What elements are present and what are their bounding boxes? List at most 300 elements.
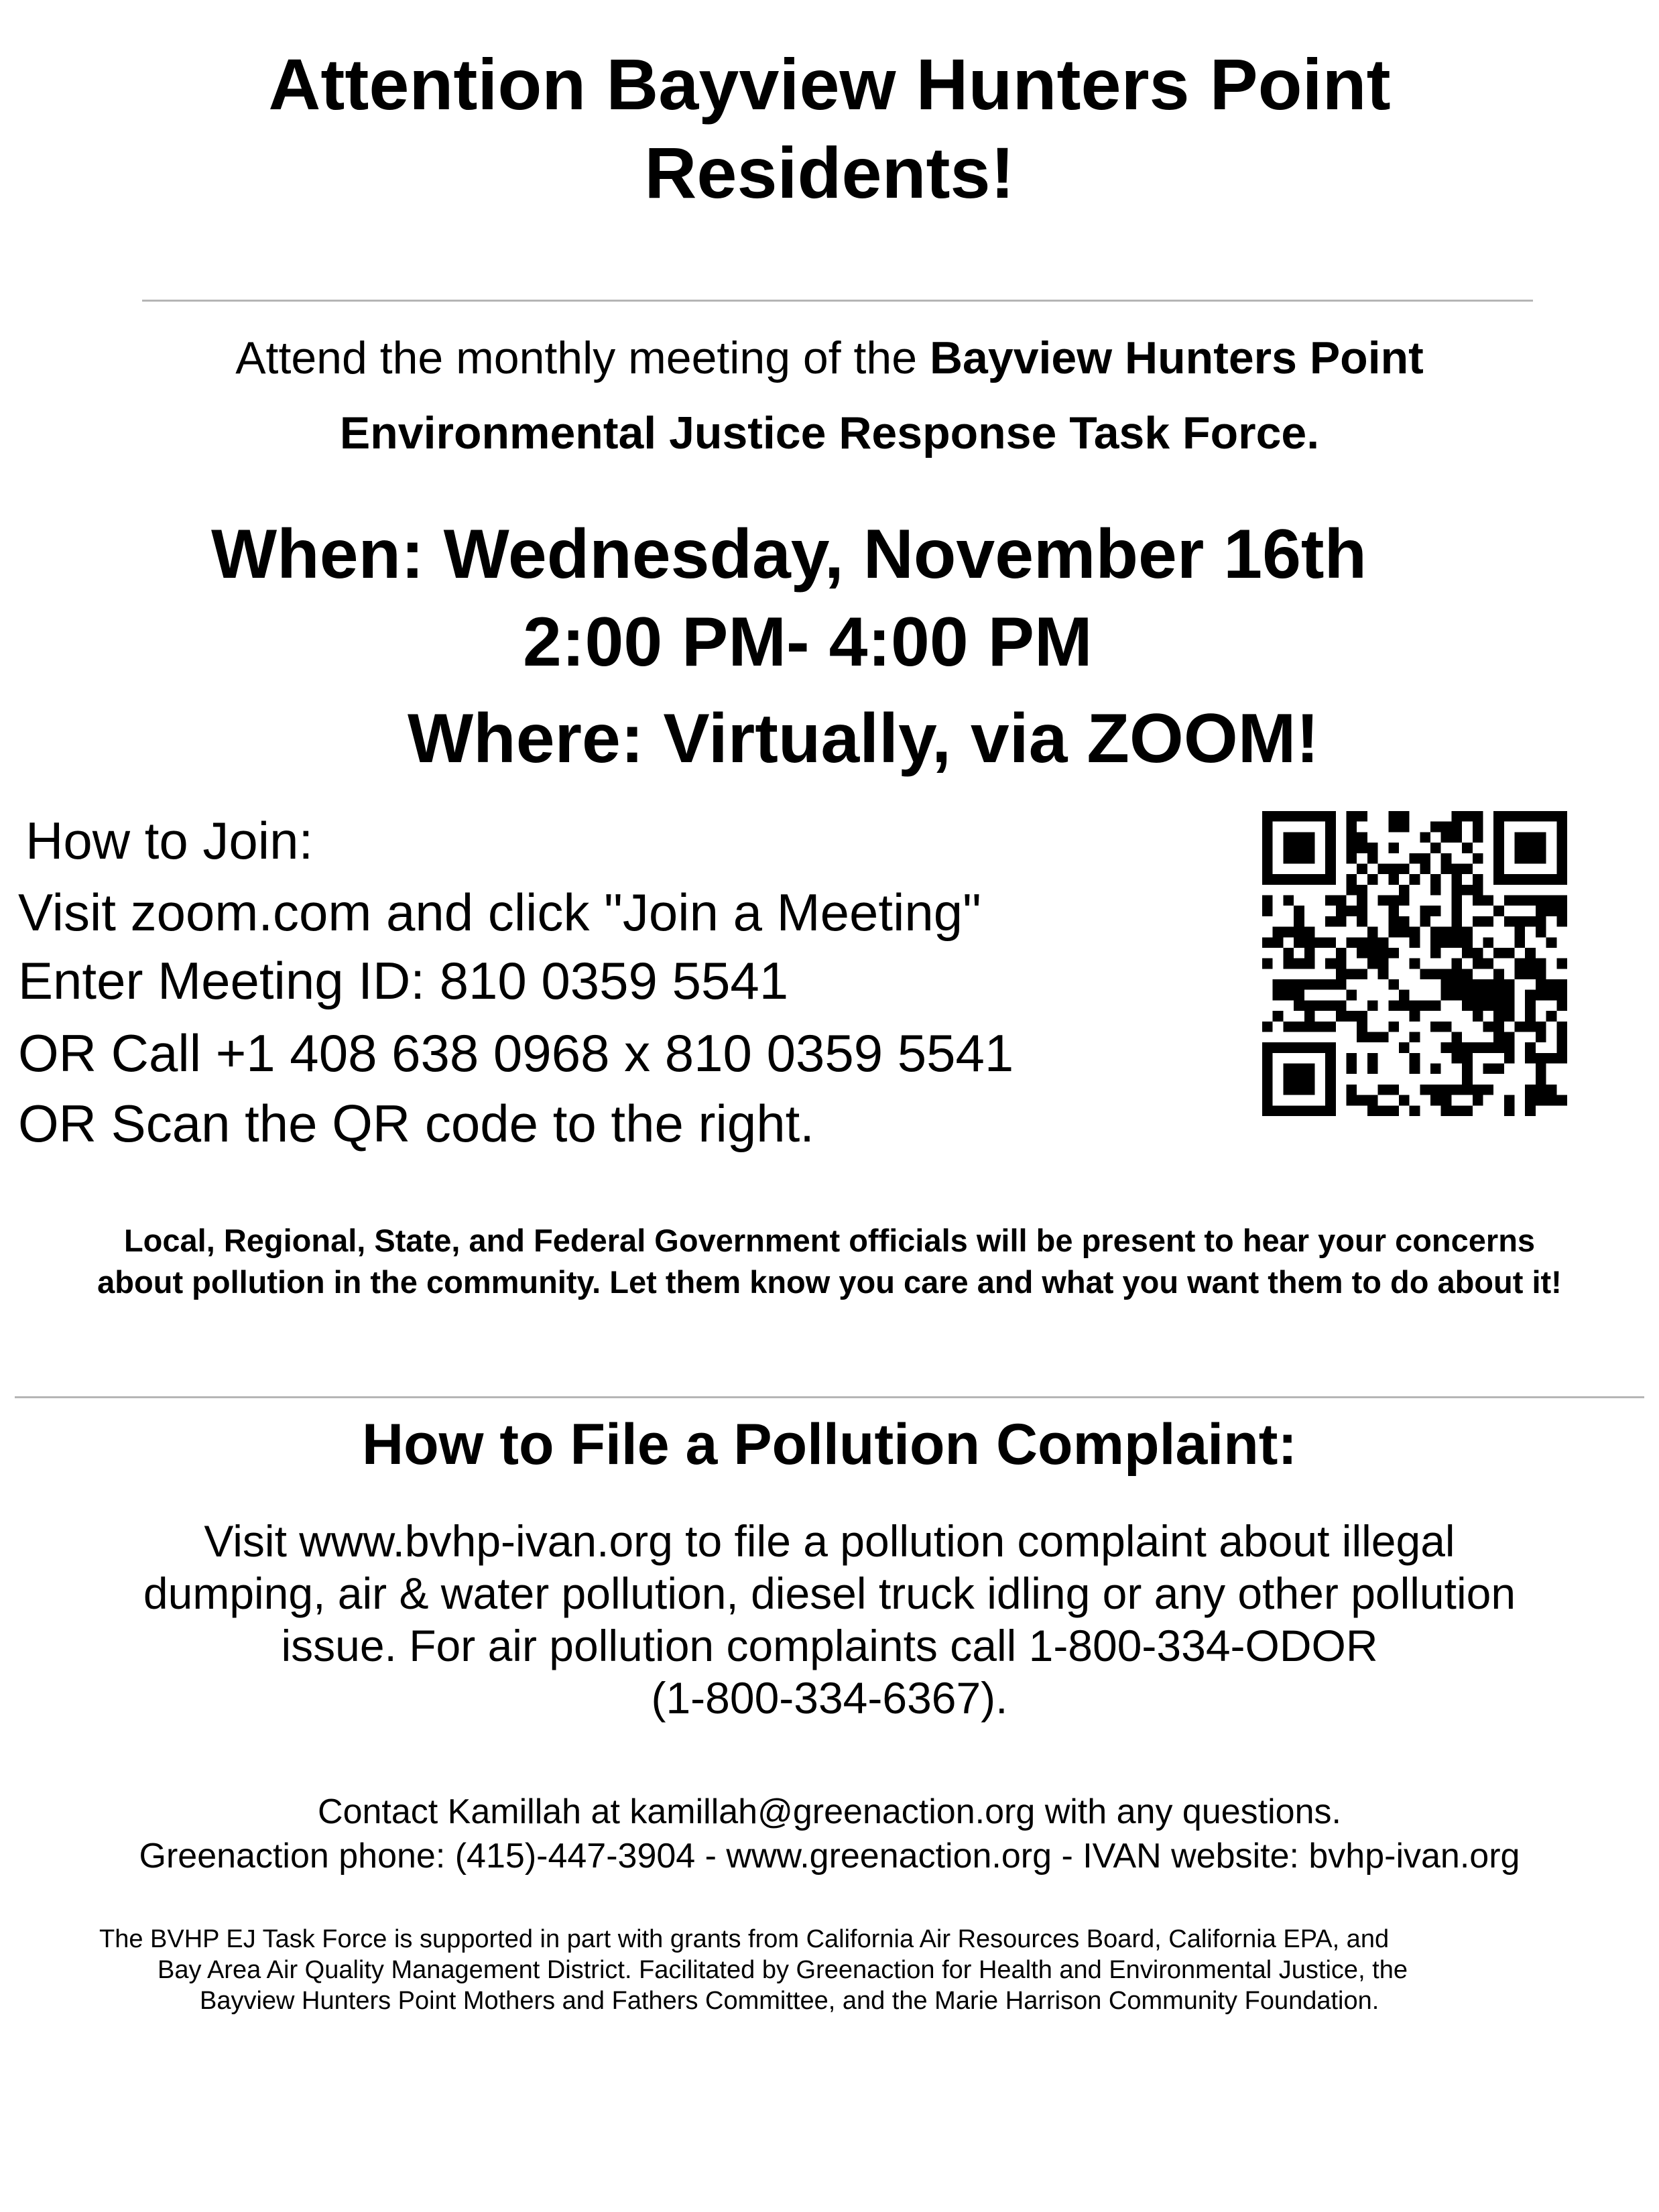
qr-module — [1483, 1022, 1493, 1032]
qr-module — [1504, 1053, 1515, 1064]
qr-module — [1525, 1042, 1536, 1053]
qr-module — [1304, 1042, 1315, 1053]
qr-module — [1357, 937, 1367, 948]
qr-module — [1451, 863, 1462, 874]
qr-module — [1283, 1105, 1294, 1116]
qr-module — [1536, 969, 1546, 979]
qr-module — [1283, 832, 1294, 843]
qr-module — [1325, 843, 1336, 853]
qr-module — [1525, 1000, 1536, 1011]
qr-module — [1451, 990, 1462, 1001]
qr-module — [1378, 863, 1389, 874]
qr-module — [1262, 1053, 1273, 1064]
qr-module — [1336, 969, 1347, 979]
qr-module — [1399, 1042, 1410, 1053]
qr-module — [1536, 1074, 1546, 1085]
qr-module — [1388, 896, 1399, 906]
qr-module — [1556, 896, 1567, 906]
qr-module — [1483, 937, 1493, 948]
qr-module — [1304, 874, 1315, 885]
qr-module — [1515, 832, 1526, 843]
qr-module — [1262, 832, 1273, 843]
qr-module — [1294, 1042, 1304, 1053]
qr-module — [1294, 979, 1304, 990]
contact-line-1: Contact Kamillah at kamillah@greenaction.org with any questions. — [318, 1792, 1341, 1831]
qr-module — [1357, 916, 1367, 927]
qr-module — [1451, 822, 1462, 833]
qr-module — [1262, 1085, 1273, 1095]
qr-module — [1546, 906, 1557, 916]
qr-module — [1473, 1000, 1483, 1011]
qr-module — [1262, 811, 1273, 822]
qr-module — [1273, 927, 1284, 938]
qr-module — [1536, 979, 1546, 990]
qr-module — [1399, 916, 1410, 927]
qr-module — [1336, 896, 1347, 906]
qr-module — [1515, 927, 1526, 938]
qr-module — [1451, 811, 1462, 822]
qr-module — [1357, 1011, 1367, 1022]
qr-module — [1262, 937, 1273, 948]
qr-module — [1546, 1085, 1557, 1095]
qr-module — [1399, 1000, 1410, 1011]
qr-module — [1347, 832, 1357, 843]
qr-module — [1556, 843, 1567, 853]
qr-module — [1262, 896, 1273, 906]
qr-module — [1410, 853, 1420, 864]
qr-module — [1325, 853, 1336, 864]
qr-module — [1515, 874, 1526, 885]
qr-module — [1283, 1022, 1294, 1032]
qr-module — [1314, 1000, 1325, 1011]
qr-module — [1347, 853, 1357, 864]
qr-module — [1304, 959, 1315, 969]
qr-module — [1473, 979, 1483, 990]
qr-module — [1367, 1064, 1378, 1074]
qr-module — [1283, 990, 1294, 1001]
qr-module — [1451, 832, 1462, 843]
qr-module — [1525, 1053, 1536, 1064]
qr-module — [1430, 927, 1441, 938]
qr-module — [1536, 959, 1546, 969]
intro-org-line-2: Environmental Justice Response Task Force. — [339, 408, 1320, 458]
qr-module — [1536, 906, 1546, 916]
qr-module — [1525, 1022, 1536, 1032]
qr-module — [1314, 874, 1325, 885]
qr-module — [1347, 937, 1357, 948]
qr-module — [1367, 948, 1378, 959]
qr-module — [1493, 853, 1504, 864]
qr-module — [1378, 896, 1389, 906]
officials-line-2: about pollution in the community. Let them know you care and what you want them to do about it! — [97, 1264, 1562, 1300]
qr-module — [1304, 832, 1315, 843]
qr-module — [1294, 1085, 1304, 1095]
qr-module — [1473, 990, 1483, 1001]
qr-module — [1283, 1064, 1294, 1074]
qr-module — [1473, 896, 1483, 906]
qr-module — [1546, 979, 1557, 990]
qr-module — [1388, 1022, 1399, 1032]
qr-module — [1441, 1105, 1452, 1116]
qr-module — [1357, 832, 1367, 843]
qr-module — [1273, 979, 1284, 990]
qr-module — [1283, 1042, 1294, 1053]
qr-module — [1462, 948, 1473, 959]
contact-line-2: Greenaction phone: (415)-447-3904 - www.greenaction.org - IVAN website: bvhp-ivan.org — [139, 1837, 1520, 1876]
qr-module — [1473, 1042, 1483, 1053]
event-where: Where: Virtually, via ZOOM! — [408, 700, 1319, 778]
qr-module — [1473, 832, 1483, 843]
qr-module — [1262, 843, 1273, 853]
qr-module — [1462, 1053, 1473, 1064]
footer-line-1: The BVHP EJ Task Force is supported in part with grants from California Air Resources Board, California EPA, and — [99, 1925, 1390, 1953]
qr-module — [1273, 937, 1284, 948]
qr-module — [1314, 1105, 1325, 1116]
qr-module — [1304, 948, 1315, 959]
qr-module — [1430, 1022, 1441, 1032]
qr-module — [1441, 853, 1452, 864]
qr-module — [1367, 874, 1378, 885]
qr-module — [1262, 1022, 1273, 1032]
qr-module — [1441, 1042, 1452, 1053]
qr-module — [1314, 979, 1325, 990]
qr-module — [1546, 811, 1557, 822]
qr-module — [1473, 916, 1483, 927]
qr-module — [1493, 906, 1504, 916]
qr-module — [1367, 1000, 1378, 1011]
join-step-1: Visit zoom.com and click "Join a Meeting" — [18, 883, 981, 942]
qr-module — [1473, 959, 1483, 969]
qr-module — [1325, 1000, 1336, 1011]
qr-module — [1410, 927, 1420, 938]
qr-module — [1451, 906, 1462, 916]
qr-module — [1441, 822, 1452, 833]
qr-module — [1262, 863, 1273, 874]
qr-module — [1388, 1000, 1399, 1011]
qr-module — [1410, 1000, 1420, 1011]
qr-module — [1493, 1064, 1504, 1074]
qr-module — [1283, 811, 1294, 822]
qr-module — [1504, 948, 1515, 959]
qr-module — [1347, 1085, 1357, 1095]
qr-module — [1325, 863, 1336, 874]
qr-module — [1273, 811, 1284, 822]
qr-module — [1304, 979, 1315, 990]
qr-module — [1262, 874, 1273, 885]
qr-module — [1357, 1022, 1367, 1032]
qr-module — [1262, 1074, 1273, 1085]
qr-module — [1410, 874, 1420, 885]
qr-module — [1473, 1095, 1483, 1106]
qr-module — [1451, 885, 1462, 896]
qr-module — [1294, 843, 1304, 853]
qr-module — [1525, 990, 1536, 1001]
qr-module — [1388, 843, 1399, 853]
qr-module — [1504, 1000, 1515, 1011]
qr-module — [1399, 1095, 1410, 1106]
qr-module — [1525, 1095, 1536, 1106]
qr-module — [1493, 969, 1504, 979]
intro-lead: Attend the monthly meeting of the — [235, 332, 930, 383]
qr-module — [1556, 1095, 1567, 1106]
qr-module — [1420, 1085, 1430, 1095]
qr-module — [1430, 874, 1441, 885]
qr-module — [1304, 1022, 1315, 1032]
officials-notice — [13, 1220, 1646, 1303]
qr-module — [1451, 927, 1462, 938]
qr-module — [1388, 979, 1399, 990]
qr-module — [1388, 863, 1399, 874]
qr-module — [1493, 843, 1504, 853]
qr-module — [1451, 916, 1462, 927]
qr-module — [1294, 937, 1304, 948]
qr-module — [1304, 843, 1315, 853]
qr-module — [1367, 937, 1378, 948]
complaint-line-1: Visit www.bvhp-ivan.org to file a pollution complaint about illegal — [204, 1516, 1455, 1566]
divider-top — [142, 300, 1533, 302]
qr-module — [1347, 1053, 1357, 1064]
qr-module — [1357, 885, 1367, 896]
qr-module — [1441, 990, 1452, 1001]
qr-module — [1294, 927, 1304, 938]
qr-module — [1483, 1042, 1493, 1053]
qr-module — [1430, 1095, 1441, 1106]
qr-module — [1473, 948, 1483, 959]
qr-module — [1294, 853, 1304, 864]
qr-module — [1536, 1022, 1546, 1032]
qr-module — [1325, 1105, 1336, 1116]
qr-module — [1525, 948, 1536, 959]
qr-module — [1357, 1032, 1367, 1042]
complaint-line-3: issue. For air pollution complaints call 1-800-334-ODOR — [281, 1621, 1378, 1670]
qr-module — [1536, 896, 1546, 906]
qr-module — [1546, 1011, 1557, 1022]
qr-module — [1441, 1022, 1452, 1032]
qr-module — [1556, 822, 1567, 833]
qr-module — [1262, 1095, 1273, 1106]
qr-module — [1347, 969, 1357, 979]
qr-module — [1378, 1032, 1389, 1042]
qr-module — [1536, 832, 1546, 843]
qr-module — [1504, 874, 1515, 885]
qr-module — [1347, 906, 1357, 916]
qr-module — [1325, 832, 1336, 843]
qr-module — [1504, 1032, 1515, 1042]
qr-module — [1347, 1011, 1357, 1022]
qr-module — [1536, 927, 1546, 938]
qr-module — [1483, 959, 1493, 969]
qr-module — [1336, 1000, 1347, 1011]
qr-module — [1410, 1064, 1420, 1074]
join-heading: How to Join: — [25, 811, 314, 870]
qr-module — [1325, 1042, 1336, 1053]
qr-module — [1504, 990, 1515, 1001]
qr-module — [1536, 1085, 1546, 1095]
qr-module — [1493, 811, 1504, 822]
complaint-paragraph — [87, 1515, 1572, 1724]
qr-module — [1388, 927, 1399, 938]
qr-module — [1430, 948, 1441, 959]
qr-module — [1294, 990, 1304, 1001]
qr-module — [1515, 896, 1526, 906]
qr-module — [1378, 1105, 1389, 1116]
qr-module — [1314, 1042, 1325, 1053]
qr-module — [1347, 874, 1357, 885]
qr-module — [1399, 822, 1410, 833]
qr-module — [1283, 948, 1294, 959]
qr-module — [1441, 832, 1452, 843]
qr-module — [1546, 937, 1557, 948]
qr-module — [1283, 959, 1294, 969]
qr-module — [1357, 969, 1367, 979]
qr-module — [1304, 1011, 1315, 1022]
qr-module — [1388, 822, 1399, 833]
qr-module — [1325, 937, 1336, 948]
qr-module — [1283, 874, 1294, 885]
qr-module — [1441, 969, 1452, 979]
qr-module — [1493, 948, 1504, 959]
qr-module — [1493, 990, 1504, 1001]
qr-module — [1473, 1085, 1483, 1095]
qr-module — [1262, 1064, 1273, 1074]
qr-module — [1473, 853, 1483, 864]
qr-module — [1304, 937, 1315, 948]
qr-module — [1420, 969, 1430, 979]
qr-module — [1462, 990, 1473, 1001]
qr-module — [1388, 948, 1399, 959]
qr-module — [1462, 1042, 1473, 1053]
qr-module — [1556, 832, 1567, 843]
qr-module — [1493, 979, 1504, 990]
qr-module — [1556, 853, 1567, 864]
qr-module — [1441, 1085, 1452, 1095]
qr-module — [1430, 1085, 1441, 1095]
qr-module — [1556, 906, 1567, 916]
qr-module — [1410, 1053, 1420, 1064]
qr-module — [1336, 948, 1347, 959]
qr-module — [1378, 959, 1389, 969]
qr-module — [1325, 979, 1336, 990]
qr-module — [1336, 959, 1347, 969]
qr-module — [1556, 1000, 1567, 1011]
qr-module — [1283, 927, 1294, 938]
qr-module — [1525, 1085, 1536, 1095]
qr-module — [1556, 979, 1567, 990]
qr-module — [1294, 1105, 1304, 1116]
qr-module — [1556, 811, 1567, 822]
qr-module — [1399, 896, 1410, 906]
qr-module — [1314, 811, 1325, 822]
qr-module — [1304, 1085, 1315, 1095]
qr-module — [1441, 979, 1452, 990]
qr-module — [1473, 874, 1483, 885]
qr-module — [1294, 906, 1304, 916]
intro-line-2 — [121, 395, 1538, 471]
qr-module — [1546, 1053, 1557, 1064]
join-step-3: OR Call +1 408 638 0968 x 810 0359 5541 — [18, 1024, 1014, 1083]
qr-module — [1325, 1085, 1336, 1095]
qr-module — [1304, 811, 1315, 822]
qr-module — [1483, 916, 1493, 927]
qr-module — [1483, 1085, 1493, 1095]
qr-module — [1367, 843, 1378, 853]
intro-org-line-1: Bayview Hunters Point — [929, 332, 1424, 383]
qr-module — [1357, 843, 1367, 853]
qr-module — [1536, 990, 1546, 1001]
qr-module — [1536, 1064, 1546, 1074]
qr-module — [1462, 927, 1473, 938]
qr-module — [1410, 1105, 1420, 1116]
qr-module — [1515, 959, 1526, 969]
qr-code-graphic — [1262, 811, 1567, 1116]
qr-module — [1451, 1105, 1462, 1116]
qr-module — [1367, 853, 1378, 864]
qr-module — [1536, 1095, 1546, 1106]
qr-module — [1430, 906, 1441, 916]
qr-module — [1273, 874, 1284, 885]
qr-module — [1504, 896, 1515, 906]
qr-module — [1515, 916, 1526, 927]
qr-module — [1325, 1053, 1336, 1064]
qr-module — [1546, 1095, 1557, 1106]
qr-module — [1493, 1000, 1504, 1011]
qr-module — [1378, 937, 1389, 948]
qr-module — [1336, 906, 1347, 916]
qr-module — [1441, 1095, 1452, 1106]
qr-module — [1451, 969, 1462, 979]
qr-module — [1536, 843, 1546, 853]
qr-module — [1556, 959, 1567, 969]
qr-module — [1483, 1000, 1493, 1011]
title-line-2: Residents! — [644, 132, 1015, 213]
qr-module — [1546, 990, 1557, 1001]
qr-module — [1357, 863, 1367, 874]
qr-module — [1304, 853, 1315, 864]
qr-module — [1462, 1064, 1473, 1074]
qr-module — [1556, 990, 1567, 1001]
qr-module — [1493, 1011, 1504, 1022]
qr-module — [1556, 863, 1567, 874]
qr-module — [1410, 959, 1420, 969]
intro-line-1 — [121, 320, 1538, 395]
qr-module — [1473, 1011, 1483, 1022]
qr-code-icon[interactable] — [1262, 811, 1567, 1116]
qr-module — [1556, 1042, 1567, 1053]
qr-module — [1325, 1022, 1336, 1032]
qr-module — [1325, 1095, 1336, 1106]
qr-module — [1441, 863, 1452, 874]
qr-module — [1515, 811, 1526, 822]
qr-module — [1462, 1105, 1473, 1116]
qr-module — [1430, 822, 1441, 833]
qr-module — [1462, 843, 1473, 853]
qr-module — [1283, 979, 1294, 990]
qr-module — [1430, 969, 1441, 979]
qr-module — [1451, 1042, 1462, 1053]
qr-module — [1420, 1000, 1430, 1011]
qr-module — [1388, 916, 1399, 927]
qr-module — [1525, 874, 1536, 885]
qr-module — [1367, 1032, 1378, 1042]
qr-module — [1294, 1074, 1304, 1085]
qr-module — [1441, 927, 1452, 938]
qr-module — [1325, 822, 1336, 833]
qr-module — [1546, 896, 1557, 906]
qr-module — [1367, 927, 1378, 938]
qr-module — [1462, 811, 1473, 822]
qr-module — [1525, 959, 1536, 969]
complaint-line-2: dumping, air & water pollution, diesel truck idling or any other pollution — [143, 1569, 1516, 1618]
